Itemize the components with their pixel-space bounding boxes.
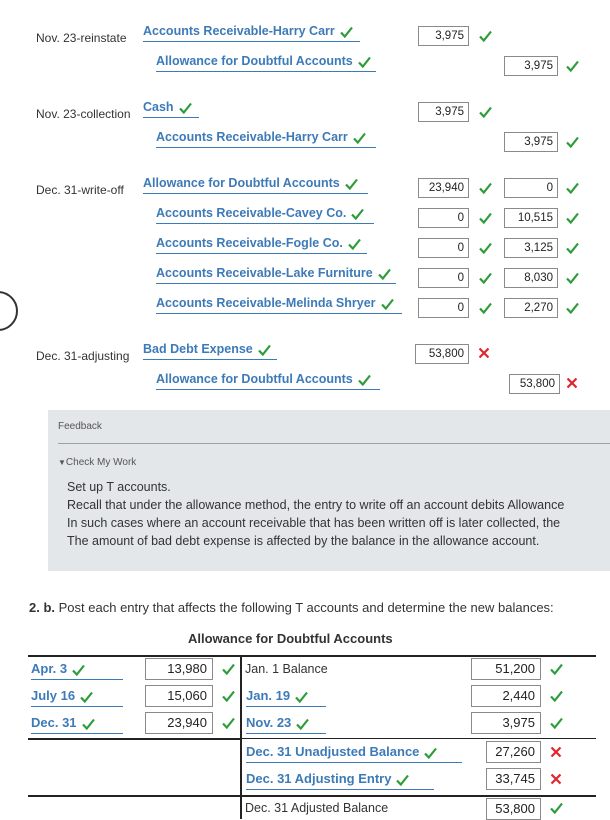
credit-amount-input[interactable]: 27,260 (486, 741, 541, 763)
check-icon (222, 663, 235, 676)
debit-account-select[interactable]: Cash (143, 99, 199, 118)
debit-amount-input[interactable]: 53,800 (415, 344, 469, 364)
check-icon (358, 374, 371, 386)
credit-amount-input[interactable]: 2,270 (504, 298, 558, 318)
feedback-text: The amount of bad debt expense is affected by the balance in the allowance account. (67, 534, 540, 548)
credit-account-select[interactable]: Accounts Receivable-Melinda Shryer (156, 295, 402, 314)
credit-account-select[interactable]: Accounts Receivable-Lake Furniture (156, 265, 396, 284)
credit-total-line (242, 738, 596, 739)
check-icon (296, 718, 309, 730)
debit-account-select[interactable]: Allowance for Doubtful Accounts (143, 175, 368, 194)
debit-total-line (28, 738, 242, 740)
feedback-text: Set up T accounts. (67, 480, 171, 494)
debit-amount-input[interactable]: 0 (418, 298, 469, 318)
check-my-work-toggle[interactable]: ▼Check My Work (58, 457, 137, 468)
credit-account-select[interactable]: Accounts Receivable-Fogle Co. (156, 235, 367, 254)
circle-nav-button[interactable] (0, 291, 18, 331)
check-icon (345, 178, 358, 190)
check-icon (340, 26, 353, 38)
check-icon (351, 208, 364, 220)
debit-account-select[interactable]: Bad Debt Expense (143, 341, 277, 360)
debit-amount-input[interactable]: 0 (418, 208, 469, 228)
check-icon (566, 242, 579, 255)
check-icon (381, 298, 394, 310)
check-icon (479, 212, 492, 225)
credit-label-select[interactable]: Dec. 31 Adjusting Entry (246, 770, 434, 790)
check-icon (80, 691, 93, 703)
debit-label-select[interactable]: July 16 (31, 687, 123, 707)
entry-date: Nov. 23-collection (36, 107, 131, 121)
check-icon (396, 774, 409, 786)
check-icon (479, 242, 492, 255)
credit-amount-input[interactable]: 3,975 (504, 56, 558, 76)
credit-amount-input[interactable]: 2,440 (471, 685, 541, 707)
entry-date: Nov. 23-reinstate (36, 31, 127, 45)
check-icon (72, 664, 85, 676)
check-icon (378, 268, 391, 280)
check-icon (179, 102, 192, 114)
debit-amount-input[interactable]: 23,940 (418, 178, 469, 198)
debit-label-select[interactable]: Dec. 31 (31, 714, 123, 734)
entry-date: Dec. 31-adjusting (36, 349, 130, 363)
credit-label-select[interactable]: Dec. 31 Unadjusted Balance (246, 743, 462, 763)
check-icon (566, 212, 579, 225)
credit-account-select[interactable]: Allowance for Doubtful Accounts (156, 53, 376, 72)
check-icon (358, 56, 371, 68)
check-icon (550, 802, 563, 815)
debit-amount-input[interactable]: 13,980 (145, 658, 213, 680)
credit-label-select[interactable]: Jan. 19 (246, 687, 326, 707)
credit-label: Jan. 1 Balance (245, 662, 328, 676)
credit-amount-input[interactable]: 8,030 (504, 268, 558, 288)
credit-label-select[interactable]: Nov. 23 (246, 714, 326, 734)
t-account-title: Allowance for Doubtful Accounts (188, 631, 393, 646)
x-icon (478, 347, 491, 360)
credit-amount-input[interactable]: 0 (504, 178, 558, 198)
debit-amount-input[interactable]: 23,940 (145, 712, 213, 734)
check-icon (550, 690, 563, 703)
credit-amount-input[interactable]: 53,800 (509, 374, 560, 394)
check-icon (566, 136, 579, 149)
check-icon (479, 272, 492, 285)
feedback-text: In such cases where an account receivable that has been written off is later collected, the (67, 516, 561, 530)
debit-amount-input[interactable]: 3,975 (418, 102, 469, 122)
check-icon (479, 30, 492, 43)
x-icon (566, 377, 579, 390)
credit-amount-input[interactable]: 53,800 (486, 798, 541, 820)
debit-label-select[interactable]: Apr. 3 (31, 660, 123, 680)
check-icon (222, 717, 235, 730)
check-icon (566, 182, 579, 195)
credit-account-select[interactable]: Accounts Receivable-Harry Carr (156, 129, 376, 148)
credit-amount-input[interactable]: 3,975 (504, 132, 558, 152)
t-account-top-line (28, 655, 596, 657)
credit-label: Dec. 31 Adjusted Balance (245, 801, 389, 815)
check-icon (566, 60, 579, 73)
credit-amount-input[interactable]: 3,975 (471, 712, 541, 734)
check-icon (258, 344, 271, 356)
feedback-text: Recall that under the allowance method, the entry to write off an account debits Allowance (67, 498, 565, 512)
check-icon (479, 302, 492, 315)
credit-account-select[interactable]: Accounts Receivable-Cavey Co. (156, 205, 374, 224)
check-icon (295, 691, 308, 703)
check-icon (353, 132, 366, 144)
check-icon (566, 272, 579, 285)
check-icon (222, 690, 235, 703)
balance-line (28, 795, 596, 797)
debit-account-select[interactable]: Accounts Receivable-Harry Carr (143, 23, 360, 42)
divider (58, 443, 610, 444)
check-icon (550, 717, 563, 730)
credit-amount-input[interactable]: 3,125 (504, 238, 558, 258)
check-icon (479, 182, 492, 195)
credit-amount-input[interactable]: 10,515 (504, 208, 558, 228)
credit-account-select[interactable]: Allowance for Doubtful Accounts (156, 371, 380, 390)
credit-amount-input[interactable]: 33,745 (486, 768, 541, 790)
check-icon (566, 302, 579, 315)
check-icon (424, 747, 437, 759)
debit-amount-input[interactable]: 0 (418, 238, 469, 258)
check-icon (82, 718, 95, 730)
check-icon (550, 663, 563, 676)
debit-amount-input[interactable]: 0 (418, 268, 469, 288)
question-heading: 2. b. Post each entry that affects the following T accounts and determine the new balances: (29, 600, 554, 615)
x-icon (550, 746, 563, 759)
check-icon (479, 106, 492, 119)
debit-amount-input[interactable]: 3,975 (418, 26, 469, 46)
feedback-title: Feedback (58, 421, 102, 432)
entry-date: Dec. 31-write-off (36, 183, 124, 197)
debit-amount-input[interactable]: 15,060 (145, 685, 213, 707)
credit-amount-input[interactable]: 51,200 (471, 658, 541, 680)
x-icon (550, 773, 563, 786)
check-icon (348, 238, 361, 250)
